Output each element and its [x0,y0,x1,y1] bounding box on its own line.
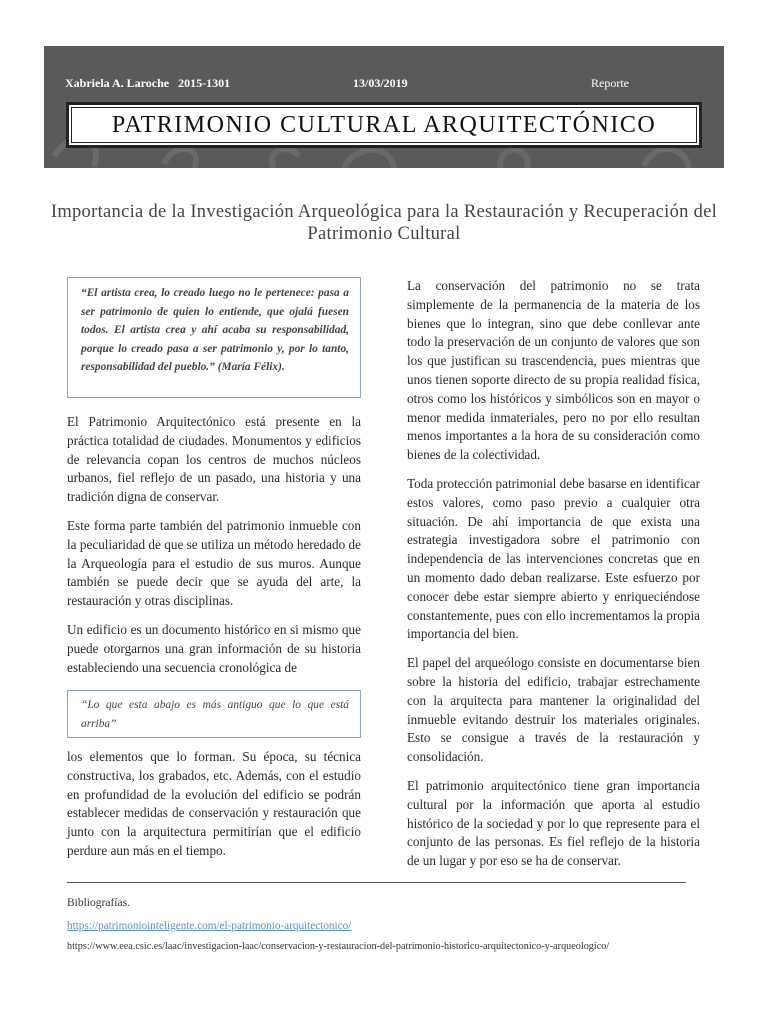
paragraph: Este forma parte también del patrimonio inmueble con la peculiaridad de que se utiliza un método heredado de la Arqueología para el estudio de sus muros. Aunque también se puede decir que se ayuda del arte, la restauración y otras disciplinas. [67,517,361,609]
bibliography-link[interactable]: https://patrimoniointeligente.com/el-patrimonio-arquitectonico/ [67,920,352,932]
paragraph: Un edificio es un documento histórico en si mismo que puede otorgarnos una gran información de su historia estableciendo una secuencia cronológica de [67,621,361,675]
pull-quote-2 [67,690,361,738]
student-id: 2015-1301 [178,76,231,90]
pull-quote-2-text: “Lo que esta abajo es más antiguo que lo que está arriba” [81,699,349,730]
pull-quote-1: “El artista crea, lo creado luego no le pertenece: pasa a ser patrimonio de quien lo entiende, que ojalá fuesen todos. El artista crea y ahí acaba su responsabilidad, porque lo creado pasa a ser patrimonio y, por lo tanto, responsabilidad del pueblo.” (María Félix). [67,277,361,398]
divider [67,882,686,883]
paragraph: los elementos que lo forman. Su época, su técnica constructiva, los grabados, etc. Además, con el estudio en profundidad de la evolución del edificio se podrán establecer medidas de conservación y restauración que junto con la arquitectura permitirían que el edificio perdure aun más en el tiempo. [67,749,361,858]
subtitle: Importancia de la Investigación Arqueológica para la Restauración y Recuperación del Patrimonio Cultural [50,202,718,244]
document-type: Reporte [591,76,629,90]
author-name: Xabriela A. Laroche [65,76,170,90]
bibliography-heading: Bibliografías. [67,897,130,909]
paragraph: El Patrimonio Arquitectónico está presente en la práctica totalidad de ciudades. Monumentos y edificios de relevancia copan los centros de muchos núcleos urbanos, fiel reflejo de un pasado, una historia y una tradición digna de conservar. [67,414,361,505]
page-title: PATRIMONIO CULTURAL ARQUITECTÓNICO [111,111,657,138]
right-column [407,277,700,881]
paragraph: La conservación del patrimonio no se trata simplemente de la permanencia de la materia de los bienes que lo integran, sino que debe conllevar ante todo la preservación de un conjunto de valores que son los que justifican su trascendencia, pues mientras que unos tienen soporte directo de su propia realidad física, otros como los históricos y simbólicos son en mayor o menor medida inmateriales, pero no por ello resultan menos importantes a la hora de su consideración como bienes de la colectividad. [407,278,700,463]
author-line [65,76,230,91]
bibliography-url: https://www.eea.csic.es/laac/investigacion-laac/conservacion-y-restauracion-del-patrimonio-historico-arquitectonico-y-arqueologico/ [67,941,610,952]
document-date: 13/03/2019 [353,76,408,90]
paragraph: El papel del arqueólogo consiste en documentarse bien sobre la historia del edificio, trabajar estrechamente con la arquitecta para mantener la originalidad del inmueble evitando destruir los materiales originales. Esto se consigue a través de la restauración y consolidación. [407,655,700,765]
paragraph: El patrimonio arquitectónico tiene gran importancia cultural por la información que aporta al estudio histórico de la sociedad y por lo que represente para el conjunto de las personas. Es fiel reflejo de la historia de un lugar y por eso se ha de conservar. [407,777,700,869]
title-box [66,102,702,148]
header-banner [44,46,724,168]
left-column-continued [67,748,361,871]
left-column [67,413,361,687]
paragraph: Toda protección patrimonial debe basarse en identificar estos valores, como paso previo a cualquier otra situación. De ahí importancia de que exista una estrategia investigadora sobre el patrimonio con independencia de las intervenciones concretas que en un momento dado deban realizarse. Este esfuerzo por conocer debe estar siempre abierto y enriqueciéndose constantemente, pues con ello incrementamos la propia importancia del bien. [407,475,700,642]
